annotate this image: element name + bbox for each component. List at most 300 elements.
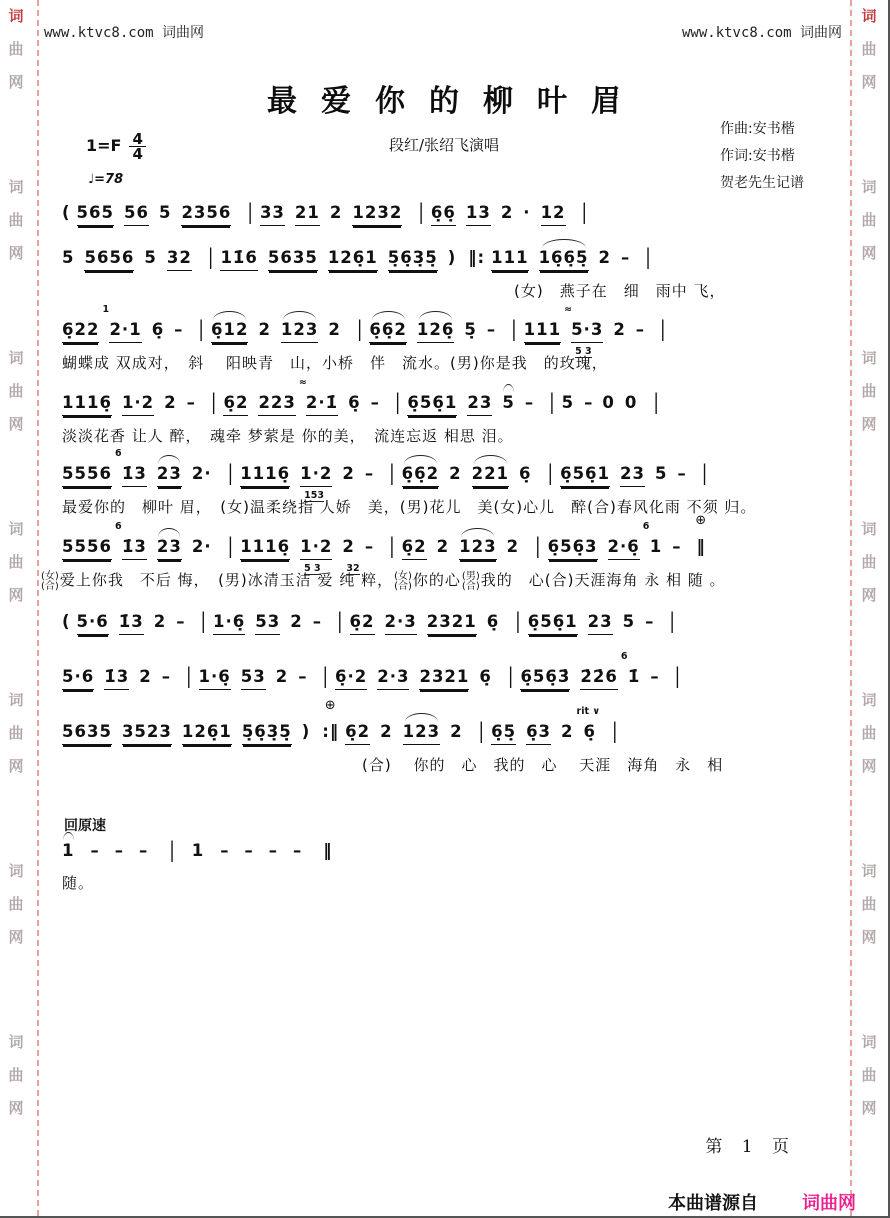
- watermark-char: 词: [8, 349, 24, 367]
- barline: |: [535, 533, 542, 559]
- note-group: 2: [290, 612, 303, 631]
- watermark-char: 曲: [8, 724, 24, 742]
- watermark-char: 词: [861, 349, 877, 367]
- note-group: 6̣3: [526, 722, 551, 745]
- note-group: 1 6: [642, 521, 663, 556]
- note-group: 565: [77, 203, 114, 226]
- watermark-char: 词: [8, 862, 24, 880]
- lyric-line: [62, 872, 852, 893]
- barline: |: [322, 663, 329, 689]
- grace-note: 6: [642, 521, 650, 532]
- note-group: 2: [139, 667, 152, 686]
- note-group: 2: [449, 464, 462, 483]
- note-group: 2·3: [377, 667, 409, 690]
- watermark-char: 曲: [861, 40, 877, 58]
- note-group: 23: [588, 612, 613, 635]
- note-group: –: [650, 667, 659, 686]
- note-group: (: [62, 612, 71, 631]
- watermark-char: 词: [861, 862, 877, 880]
- note-group: 5: [655, 464, 668, 483]
- credits: [720, 116, 804, 197]
- note-group: 6̣: [479, 667, 492, 686]
- note-group: –: [645, 612, 654, 631]
- note-group: 123: [459, 537, 496, 560]
- note-group: 6̣: [486, 612, 500, 631]
- note-group: 2: [153, 612, 167, 631]
- note-group: 1116̣: [240, 537, 290, 560]
- lyric-text: 最爱你的 柳叶 眉， (女)温柔绕指 人娇 美，(男)花儿 美(女)心儿 醉(合)春风化雨 不须 归。: [62, 498, 757, 516]
- note-group: 2·1̇ ≈: [306, 393, 338, 416]
- lyric-line: [62, 425, 852, 446]
- watermark-char: 曲: [8, 40, 24, 58]
- note-group: 6̣: [519, 464, 532, 483]
- key-label: 1=F: [86, 136, 122, 155]
- note-group: 5·3 ≈ 5 3: [564, 304, 604, 357]
- note-group: 6̣56̣3̇: [520, 667, 570, 690]
- note-group: –: [312, 612, 321, 631]
- watermark-char: 词: [8, 520, 24, 538]
- grace-note: ≈: [564, 304, 573, 315]
- notation-line: [62, 199, 852, 226]
- note-group: 2321: [427, 612, 477, 635]
- note-group: 32: [167, 248, 192, 271]
- note-group: 23: [157, 464, 182, 487]
- watermark-char: 网: [8, 1099, 24, 1117]
- note-group: 5: [561, 393, 575, 412]
- fermata-icon: ⊕: [695, 513, 708, 528]
- lyric-text: (女) 燕子在 细 雨中 飞，: [514, 282, 726, 300]
- note-group: 1̇3 6: [122, 537, 147, 560]
- barline: |: [701, 460, 709, 486]
- note-group: –: [635, 320, 645, 339]
- barline: |: [515, 608, 522, 634]
- left-dashed-border: [37, 0, 39, 1216]
- barline: |: [669, 608, 676, 634]
- note-group: ): [301, 722, 311, 741]
- note-group: –: [584, 393, 593, 412]
- note-group: –: [268, 841, 278, 860]
- note-group: 2·: [191, 464, 212, 483]
- music-system: [62, 377, 852, 446]
- note-group: ): [447, 248, 457, 267]
- lyric-text: 蝴蝶成 双成对， 斜 阳映青 山，小桥 伴 流水。(男)你是我 的玫瑰，: [62, 354, 608, 372]
- note-group: 6̣2: [350, 612, 375, 635]
- voice-label-stack: (女) (合): [394, 571, 412, 592]
- song-title: 最爱你的柳叶眉: [267, 84, 645, 119]
- source-brand-link[interactable]: 词曲网: [802, 1193, 856, 1214]
- note-group: 2: [258, 320, 271, 339]
- note-group: –: [364, 464, 374, 483]
- note-group: 2·3: [385, 612, 417, 635]
- note-group: 2: [500, 203, 514, 222]
- note-group: 1·2 153: [300, 464, 333, 501]
- barline: |: [674, 663, 682, 689]
- note-group: 2·1 1: [109, 320, 141, 343]
- lyric-text: 爱上你我 不后 悔， (男)冰清玉洁 爱 纯 粹，: [59, 571, 394, 589]
- barline: |: [356, 316, 364, 342]
- note-group: 6̣6̣: [431, 203, 456, 226]
- note-group: 5·6: [62, 667, 94, 690]
- watermark-char: 曲: [8, 553, 24, 571]
- note-group: 1: [191, 841, 205, 860]
- note-group: 12: [541, 203, 566, 226]
- barline: |: [653, 389, 660, 415]
- barline: |: [660, 316, 667, 342]
- note-group: 6̣2: [402, 537, 427, 560]
- barline: |: [549, 389, 556, 415]
- barline: |: [210, 389, 218, 415]
- note-group: 2: [164, 393, 177, 412]
- barline: |: [336, 608, 344, 634]
- note-group: 5635: [62, 722, 112, 745]
- tempo-marking: ♩=78: [88, 172, 124, 187]
- note-group: 1̇ 6: [620, 651, 641, 686]
- grace-note: rit ∨: [576, 706, 601, 717]
- barline: |: [247, 199, 254, 225]
- music-system: [62, 815, 852, 893]
- right-watermark-column: [856, 0, 882, 1216]
- music-system: [62, 448, 852, 517]
- note-group: 6̣56̣1: [407, 393, 457, 416]
- note-group: 5635: [268, 248, 318, 271]
- watermark-char: 词: [861, 691, 877, 709]
- watermark-char: 网: [861, 757, 877, 775]
- lyric-text: (合) 你的 心 我的 心 天涯 海角 永 相: [362, 756, 724, 774]
- note-group: –: [90, 841, 99, 860]
- note-group: 6̣: [348, 393, 361, 412]
- grace-note: 6: [114, 521, 122, 532]
- note-group: 5·6: [77, 612, 109, 635]
- barline: |: [612, 718, 619, 744]
- grace-note: 1: [102, 304, 110, 315]
- note-group: 6̣6̣2: [402, 464, 439, 487]
- composer-credit: 作曲:安书楷: [720, 121, 795, 137]
- lyric-text: 我的 心(合)天涯海角 永 相 随 。: [480, 571, 726, 589]
- note-group: 2: [613, 320, 626, 339]
- watermark-char: 网: [861, 928, 877, 946]
- watermark-char: 曲: [861, 553, 877, 571]
- note-group: 1116̣: [240, 464, 290, 487]
- note-group: 13: [466, 203, 491, 226]
- note-group: –: [620, 248, 630, 267]
- note-group: 6̣2: [223, 393, 248, 416]
- note-group: 123: [281, 320, 318, 343]
- note-group: –: [138, 841, 148, 860]
- note-group: 2: [561, 722, 574, 741]
- note-group: 2 32: [342, 537, 360, 574]
- note-group: 2356: [181, 203, 231, 226]
- page-number: 第 1 页: [705, 1137, 796, 1157]
- note-group: 2: [436, 537, 450, 556]
- note-group: 1·2 5 3: [300, 537, 333, 574]
- note-group: 6̣12: [211, 320, 248, 343]
- source-note: [643, 1168, 856, 1218]
- barline: |: [581, 199, 589, 225]
- barline: |: [394, 389, 402, 415]
- note-group: 126̣1: [182, 722, 232, 745]
- note-group: –: [161, 667, 170, 686]
- watermark-char: 词: [861, 1033, 877, 1051]
- note-group: 5̣: [464, 320, 477, 339]
- watermark-char: 词: [8, 1033, 24, 1051]
- note-group: 111: [491, 248, 528, 271]
- repeat-sign: :‖ ⊕: [322, 698, 340, 741]
- note-group: 126̣1: [328, 248, 378, 271]
- lyric-text: 随。: [62, 874, 95, 892]
- note-group: 23: [620, 464, 645, 487]
- note-group: 5: [62, 248, 75, 267]
- repeat-sign: ‖: [323, 841, 333, 860]
- note-group: 11̇6: [220, 248, 257, 271]
- watermark-char: 网: [8, 244, 24, 262]
- note-group: 2: [329, 203, 343, 222]
- note-group: 23: [467, 393, 492, 416]
- music-system: [62, 698, 852, 775]
- small-note: 5 3: [304, 563, 321, 574]
- barline: |: [547, 460, 555, 486]
- note-group: 53: [255, 612, 280, 635]
- note-group: 6̣56̣1: [528, 612, 578, 635]
- lyric-line: [62, 496, 852, 517]
- barline: |: [478, 718, 486, 744]
- barline: |: [389, 533, 396, 559]
- note-group: 21: [295, 203, 320, 226]
- note-group: 6̣5̣: [491, 722, 516, 745]
- note-group: 221: [472, 464, 509, 487]
- note-group: 2̇2̇6: [580, 667, 617, 690]
- note-group: 223: [258, 393, 295, 416]
- note-group: 6̣56̣3: [548, 537, 598, 560]
- watermark-char: 曲: [861, 895, 877, 913]
- watermark-char: 曲: [861, 211, 877, 229]
- source-prefix: 本曲谱源自: [668, 1193, 758, 1214]
- note-group: 56: [124, 203, 149, 226]
- barline: |: [227, 533, 235, 559]
- tempo-change-label: 回原速: [64, 818, 106, 834]
- note-group: 5556: [62, 464, 112, 487]
- note-group: 123: [403, 722, 440, 745]
- note-group: 6̣2: [345, 722, 370, 745]
- watermark-char: 词: [8, 178, 24, 196]
- grace-note: 6: [620, 651, 628, 662]
- note-group: 5̣6̣3̣5̣: [242, 722, 292, 745]
- note-group: 5656: [84, 248, 134, 271]
- note-group: 6̣6̣2: [369, 320, 406, 343]
- note-group: –: [114, 841, 123, 860]
- watermark-char: 网: [861, 415, 877, 433]
- barline: |: [200, 608, 208, 634]
- note-group: 5556: [62, 537, 112, 560]
- site-url-right: www.ktvc8.com 词曲网: [681, 25, 842, 41]
- note-group: 1̇3: [104, 667, 129, 690]
- barline: |: [389, 460, 396, 486]
- barline: |: [198, 316, 205, 342]
- notation-line: [62, 244, 852, 271]
- note-group: 3523: [122, 722, 172, 745]
- voice-label-stack: (男) (合): [461, 571, 480, 592]
- right-dashed-border: [850, 0, 852, 1216]
- note-group: –: [220, 841, 229, 860]
- note-group: 6̣·2: [335, 667, 367, 690]
- lyricist-credit: 作词:安书楷: [720, 148, 795, 164]
- repeat-sign: ‖:: [468, 248, 486, 267]
- watermark-char: 网: [861, 1099, 877, 1117]
- watermark-char: 曲: [8, 382, 24, 400]
- note-group: –: [186, 393, 195, 412]
- small-note: 153: [304, 490, 324, 501]
- watermark-char: 曲: [8, 211, 24, 229]
- key-signature: [86, 132, 146, 161]
- watermark-char: 曲: [8, 895, 24, 913]
- watermark-char: 词: [861, 520, 877, 538]
- barline: |: [511, 316, 518, 342]
- lyric-line: [514, 280, 852, 301]
- lyric-text: 淡淡花香 让人 醉， 魂牵 梦萦是 你的美， 流连忘返 相思 泪。: [62, 427, 514, 445]
- watermark-char: 词: [8, 7, 24, 25]
- watermark-char: 网: [8, 73, 24, 91]
- note-group: 5: [622, 612, 636, 631]
- note-group: –: [672, 537, 681, 556]
- note-group: 5: [158, 203, 172, 222]
- time-denominator: 4: [132, 145, 143, 163]
- time-numerator: 4: [129, 132, 145, 147]
- grace-note: ≈: [298, 377, 307, 388]
- note-group: –: [364, 537, 374, 556]
- note-group: 16̣6̣5̣: [539, 248, 589, 271]
- note-group: 2: [506, 537, 520, 556]
- note-group: 33: [260, 203, 285, 226]
- watermark-char: 曲: [8, 1066, 24, 1084]
- watermark-char: 曲: [861, 724, 877, 742]
- watermark-char: 网: [861, 586, 877, 604]
- note-group: 2: [598, 248, 611, 267]
- left-watermark-column: [3, 0, 29, 1216]
- small-note: 32: [346, 563, 360, 574]
- note-group: 1: [62, 841, 74, 863]
- watermark-char: 曲: [861, 1066, 877, 1084]
- note-group: 1·6̣: [213, 612, 245, 635]
- note-group: 53: [241, 667, 266, 690]
- note-group: 5̣6̣3̣5̣: [388, 248, 438, 271]
- note-group: 0: [624, 393, 638, 412]
- note-group: 2: [450, 722, 463, 741]
- watermark-char: 网: [8, 586, 24, 604]
- watermark-char: 网: [8, 757, 24, 775]
- note-group: –: [486, 320, 496, 339]
- lyric-text: 你的心: [412, 571, 461, 589]
- note-group: 23: [157, 537, 182, 560]
- note-group: 1̇3: [119, 612, 144, 635]
- note-group: –: [176, 612, 185, 631]
- note-group: –: [524, 393, 534, 412]
- barline: |: [645, 244, 652, 270]
- note-group: 1116̣: [62, 393, 112, 416]
- transcriber-credit: 贺老先生记谱: [720, 175, 804, 191]
- notation-line: [62, 448, 852, 501]
- note-group: 1̇3 6: [122, 464, 147, 487]
- note-group: 2: [328, 320, 341, 339]
- note-group: 6̣56̣1: [560, 464, 610, 487]
- time-signature: [129, 132, 145, 161]
- notation-line: [62, 608, 852, 635]
- note-group: 5: [502, 393, 514, 415]
- watermark-char: 词: [8, 691, 24, 709]
- note-group: –: [298, 667, 307, 686]
- music-system: [41, 513, 852, 592]
- watermark-char: 词: [861, 7, 877, 25]
- watermark-char: 网: [8, 415, 24, 433]
- note-group: –: [244, 841, 253, 860]
- note-group: 1·6̣: [199, 667, 231, 690]
- music-system: [62, 651, 852, 690]
- notation-line: [62, 304, 852, 357]
- voice-label-stack: (女) (合): [41, 571, 59, 592]
- grace-note: 6: [114, 448, 122, 459]
- lyric-line: [40, 569, 852, 592]
- note-group: 1232: [352, 203, 402, 226]
- lyric-line: [362, 754, 852, 775]
- music-system: [62, 608, 852, 635]
- note-group: 0: [602, 393, 615, 412]
- performers: 段红/张绍飞演唱: [388, 136, 500, 154]
- barline: |: [507, 663, 515, 689]
- music-system: [62, 244, 852, 301]
- note-group: 2: [342, 464, 355, 483]
- note-group: 2: [275, 667, 289, 686]
- barline: |: [227, 460, 235, 486]
- note-group: 5: [144, 248, 157, 267]
- note-group: 1·2: [122, 393, 154, 416]
- watermark-char: 曲: [861, 382, 877, 400]
- lyric-line: [62, 352, 852, 373]
- note-group: 2·6̣: [608, 537, 640, 560]
- notation-line: [62, 837, 852, 863]
- watermark-char: 词: [861, 178, 877, 196]
- repeat-sign: ‖ ⊕: [695, 513, 708, 556]
- notation-line: [62, 651, 852, 690]
- notation-line: [62, 377, 852, 416]
- barline: |: [207, 244, 215, 270]
- music-system: [62, 304, 852, 373]
- fermata-icon: ⊕: [324, 698, 337, 713]
- music-system: [62, 199, 852, 226]
- note-group: 111: [524, 320, 561, 343]
- barline: |: [185, 663, 193, 689]
- note-group: 126̣: [417, 320, 454, 343]
- small-note: 5 3: [575, 346, 592, 357]
- barline: |: [169, 837, 176, 863]
- note-group: 6̣: [151, 320, 165, 339]
- notation-line: [62, 513, 852, 574]
- note-group: 2: [380, 722, 393, 741]
- note-group: 6̣ rit ∨: [576, 706, 601, 741]
- note-group: 2·: [191, 537, 212, 556]
- note-group: ·: [523, 203, 531, 222]
- watermark-char: 网: [8, 928, 24, 946]
- note-group: –: [370, 393, 379, 412]
- note-group: (: [62, 203, 71, 222]
- notation-line: [62, 698, 852, 745]
- note-group: –: [677, 464, 686, 483]
- note-group: 2321: [419, 667, 469, 690]
- site-url-left: www.ktvc8.com 词曲网: [44, 25, 205, 41]
- note-group: 6̣22: [62, 320, 99, 343]
- watermark-char: 网: [861, 244, 877, 262]
- barline: |: [418, 199, 425, 225]
- note-group: –: [174, 320, 183, 339]
- note-group: –: [293, 841, 302, 860]
- watermark-char: 网: [861, 73, 877, 91]
